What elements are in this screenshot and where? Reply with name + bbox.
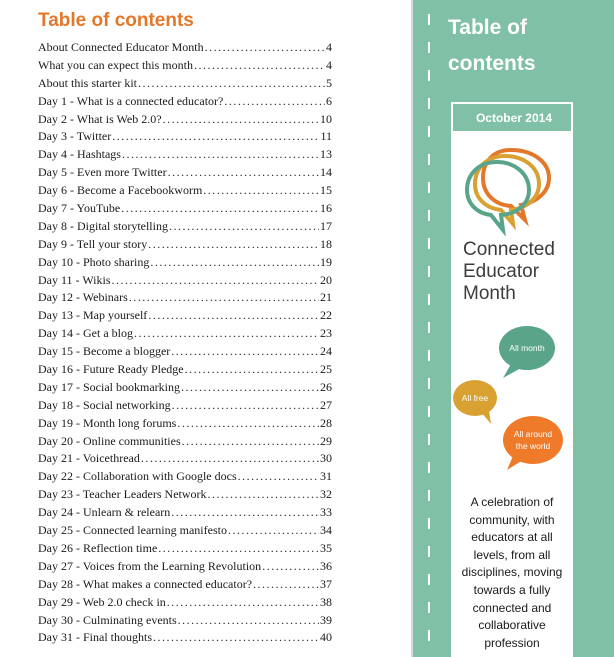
toc-entry-page: 40 [320, 630, 332, 645]
bubble-all-month [499, 326, 555, 378]
toc-entry-page: 26 [320, 379, 332, 394]
toc-entry-label: Day 23 - Teacher Leaders Network [38, 487, 207, 502]
toc-entry[interactable] [38, 595, 332, 613]
toc-entry-page: 31 [320, 469, 332, 484]
toc-leader-dots [122, 147, 319, 162]
toc-entry[interactable] [38, 219, 332, 237]
poster-card [451, 102, 573, 657]
toc-entry-label: Day 20 - Online communities [38, 433, 181, 448]
toc-entry-label: About this starter kit [38, 75, 137, 90]
toc-entry[interactable] [38, 308, 332, 326]
toc-entry-page: 14 [320, 165, 332, 180]
toc-entry[interactable] [38, 541, 332, 559]
toc-entry-page: 39 [320, 612, 332, 627]
toc-leader-dots [112, 273, 319, 288]
toc-list [38, 40, 332, 648]
toc-entry[interactable] [38, 76, 332, 94]
toc-entry-page: 22 [320, 308, 332, 323]
toc-entry[interactable] [38, 577, 332, 595]
toc-entry[interactable] [38, 398, 332, 416]
divider-tick [428, 238, 430, 249]
divider-tick [428, 182, 430, 193]
toc-entry-label: Day 1 - What is a connected educator? [38, 93, 224, 108]
divider-tick [428, 322, 430, 333]
divider-tick [428, 42, 430, 53]
poster-tagline: A celebration of community, with educators at all levels, from all disciplines, moving towards a fully connected and collaborative profession [461, 495, 563, 650]
toc-entry-page: 28 [320, 415, 332, 430]
divider-tick [428, 546, 430, 557]
toc-entry-label: Day 27 - Voices from the Learning Revolution [38, 558, 262, 573]
toc-entry[interactable] [38, 237, 332, 255]
toc-entry[interactable] [38, 165, 332, 183]
toc-leader-dots [262, 559, 319, 574]
toc-entry-label: Day 5 - Even more Twitter [38, 165, 167, 180]
toc-entry-page: 11 [320, 129, 332, 144]
divider-tick [428, 490, 430, 501]
toc-entry-page: 29 [320, 433, 332, 448]
toc-leader-dots [150, 255, 319, 270]
toc-entry-page: 33 [320, 505, 332, 520]
toc-entry-page: 10 [320, 111, 332, 126]
toc-entry-label: Day 14 - Get a blog [38, 326, 133, 341]
toc-leader-dots [182, 434, 319, 449]
toc-entry-page: 34 [320, 523, 332, 538]
toc-leader-dots [141, 451, 319, 466]
toc-entry[interactable] [38, 505, 332, 523]
toc-entry-page: 13 [320, 147, 332, 162]
toc-entry-label: About Connected Educator Month [38, 40, 204, 54]
toc-entry-label: Day 16 - Future Ready Pledge [38, 362, 184, 377]
toc-entry[interactable] [38, 129, 332, 147]
date-label: October 2014 [475, 111, 553, 125]
toc-entry[interactable] [38, 183, 332, 201]
toc-leader-dots [171, 344, 319, 359]
toc-entry[interactable] [38, 434, 332, 452]
divider-tick [428, 434, 430, 445]
toc-entry-page: 16 [320, 201, 332, 216]
toc-entry-page: 30 [320, 451, 332, 466]
bubble-around-world-line1: All around [513, 429, 553, 439]
bubble-all-free-label: All free [461, 393, 489, 403]
toc-entry[interactable] [38, 58, 332, 76]
brand-wordmark [463, 239, 571, 305]
sidebar-title-line2: contents [448, 52, 536, 75]
toc-title: Table of contents [38, 10, 194, 31]
toc-entry[interactable] [38, 559, 332, 577]
divider-tick [428, 154, 430, 165]
toc-entry-label: Day 29 - Web 2.0 check in [38, 594, 166, 609]
toc-entry-label: Day 25 - Connected learning manifesto [38, 523, 227, 538]
toc-leader-dots [194, 58, 325, 73]
toc-entry-label: Day 6 - Become a Facebookworm [38, 183, 203, 198]
toc-entry-label: Day 2 - What is Web 2.0? [38, 111, 162, 126]
toc-entry[interactable] [38, 451, 332, 469]
toc-entry[interactable] [38, 201, 332, 219]
toc-entry[interactable] [38, 613, 332, 631]
toc-entry[interactable] [38, 344, 332, 362]
toc-entry[interactable] [38, 255, 332, 273]
toc-entry-page: 19 [320, 254, 332, 269]
toc-leader-dots [185, 362, 319, 377]
divider-tick [428, 378, 430, 389]
toc-entry-label: Day 24 - Unlearn & relearn [38, 505, 171, 520]
toc-leader-dots [228, 523, 319, 538]
toc-entry-page: 23 [320, 326, 332, 341]
divider-tick [428, 98, 430, 109]
divider-tick [428, 266, 430, 277]
brand-line3: Month [463, 283, 516, 304]
dashed-divider [428, 14, 431, 657]
toc-leader-dots [167, 595, 319, 610]
toc-entry[interactable] [38, 147, 332, 165]
toc-leader-dots [203, 183, 319, 198]
divider-tick [428, 70, 430, 81]
toc-entry[interactable] [38, 40, 332, 58]
toc-leader-dots [112, 129, 319, 144]
bubble-all-month-label: All month [509, 343, 545, 353]
toc-entry[interactable] [38, 112, 332, 130]
toc-entry[interactable] [38, 630, 332, 648]
toc-entry-label: Day 10 - Photo sharing [38, 254, 150, 269]
bubble-around-world [503, 416, 563, 470]
toc-entry[interactable] [38, 273, 332, 291]
toc-entry-label: Day 17 - Social bookmarking [38, 379, 180, 394]
toc-entry[interactable] [38, 290, 332, 308]
toc-leader-dots [169, 219, 319, 234]
toc-leader-dots [168, 165, 319, 180]
toc-entry[interactable] [38, 487, 332, 505]
toc-entry-page: 38 [320, 594, 332, 609]
toc-entry-label: Day 22 - Collaboration with Google docs [38, 469, 237, 484]
toc-leader-dots [224, 94, 325, 109]
toc-entry[interactable] [38, 523, 332, 541]
toc-entry[interactable] [38, 416, 332, 434]
toc-entry-page: 4 [326, 40, 332, 54]
toc-entry-page: 36 [320, 558, 332, 573]
toc-entry-label: Day 19 - Month long forums [38, 415, 177, 430]
toc-entry-label: Day 9 - Tell your story [38, 236, 148, 251]
divider-tick [428, 518, 430, 529]
divider-tick [428, 406, 430, 417]
toc-leader-dots [129, 290, 319, 305]
toc-entry-label: What you can expect this month [38, 57, 193, 72]
toc-leader-dots [163, 112, 319, 127]
divider-tick [428, 210, 430, 221]
toc-leader-dots [238, 469, 319, 484]
divider-tick [428, 350, 430, 361]
toc-entry-label: Day 18 - Social networking [38, 397, 171, 412]
toc-leader-dots [178, 613, 319, 628]
brand-line1: Connected [463, 239, 555, 260]
divider-tick [428, 602, 430, 613]
toc-leader-dots [208, 487, 319, 502]
bubble-all-free [453, 380, 497, 424]
toc-entry-page: 6 [326, 93, 332, 108]
toc-entry[interactable] [38, 469, 332, 487]
divider-tick [428, 126, 430, 137]
feature-bubbles [451, 322, 573, 472]
toc-leader-dots [181, 380, 319, 395]
toc-entry[interactable] [38, 94, 332, 112]
toc-entry-label: Day 12 - Webinars [38, 290, 128, 305]
toc-entry-page: 20 [320, 272, 332, 287]
toc-leader-dots [158, 541, 319, 556]
toc-entry-label: Day 28 - What makes a connected educator? [38, 576, 253, 591]
toc-leader-dots [205, 40, 325, 55]
speech-bubbles-logo-icon [459, 144, 559, 236]
toc-entry-label: Day 11 - Wikis [38, 272, 111, 287]
toc-entry-label: Day 4 - Hashtags [38, 147, 121, 162]
toc-entry-page: 37 [320, 576, 332, 591]
toc-entry[interactable] [38, 380, 332, 398]
toc-leader-dots [172, 398, 319, 413]
toc-leader-dots [148, 237, 319, 252]
toc-entry-page: 27 [320, 397, 332, 412]
toc-leader-dots [177, 416, 319, 431]
toc-entry-page: 21 [320, 290, 332, 305]
toc-entry-page: 24 [320, 344, 332, 359]
divider-tick [428, 14, 430, 25]
toc-leader-dots [121, 201, 319, 216]
toc-entry-label: Day 21 - Voicethread [38, 451, 140, 466]
brand-line2: Educator [463, 261, 540, 282]
toc-leader-dots [138, 76, 325, 91]
toc-entry-label: Day 26 - Reflection time [38, 540, 158, 555]
toc-entry-page: 18 [320, 236, 332, 251]
toc-entry-label: Day 7 - YouTube [38, 201, 121, 216]
toc-entry-label: Day 8 - Digital storytelling [38, 218, 168, 233]
toc-entry-label: Day 15 - Become a blogger [38, 344, 171, 359]
toc-entry-label: Day 13 - Map yourself [38, 308, 148, 323]
toc-entry-page: 4 [326, 57, 332, 72]
bubble-around-world-line2: the world [515, 441, 551, 451]
toc-leader-dots [253, 577, 319, 592]
toc-entry-page: 25 [320, 362, 332, 377]
toc-leader-dots [171, 505, 319, 520]
toc-entry-page: 17 [320, 218, 332, 233]
divider-tick [428, 630, 430, 641]
toc-entry[interactable] [38, 326, 332, 344]
divider-tick [428, 574, 430, 585]
sidebar-title [448, 10, 608, 82]
toc-entry-label: Day 31 - Final thoughts [38, 630, 152, 645]
toc-entry-page: 15 [320, 183, 332, 198]
date-banner [451, 102, 573, 133]
toc-leader-dots [148, 308, 319, 323]
toc-leader-dots [134, 326, 319, 341]
toc-entry-page: 35 [320, 540, 332, 555]
divider-tick [428, 462, 430, 473]
sidebar-title-line1: Table of [448, 16, 527, 39]
toc-entry-label: Day 3 - Twitter [38, 129, 112, 144]
divider-tick [428, 294, 430, 305]
toc-entry-page: 32 [320, 487, 332, 502]
toc-entry[interactable] [38, 362, 332, 380]
toc-entry-label: Day 30 - Culminating events [38, 612, 177, 627]
toc-entry-page: 5 [326, 75, 332, 90]
toc-leader-dots [153, 630, 319, 645]
